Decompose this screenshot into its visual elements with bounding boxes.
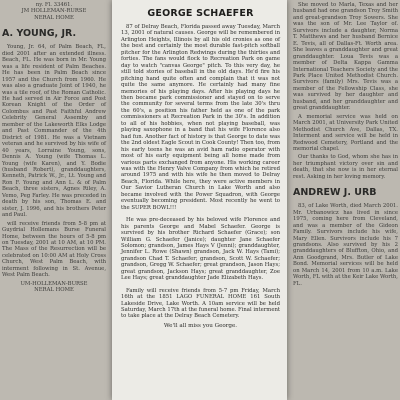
left-obituary-funeral: will receive friends from 5-8 pm at Guydrial Hollemans Burse Funeral Home, between the hours of 5-8 pm on Tuesday, 2001 at 10 AM, at 10 PM. The Mass of the Resurrection will be celebrated on 10:00 AM at Holy Cross Church, West Palm Beach, with interment following in St. Avenue, West Palm Beach. [2,220,106,279]
right-thanks-notice: Our thanks to God, whom she has in her triumphant victory over sin and death, that she now is in her eternal rest. Asking in her loving memory. [293,154,398,180]
left-footer-line-2: NERAL HOME [34,287,74,294]
obituary-heading: GEORGE SCHAEFER [147,8,254,19]
obituary-signoff: We'll all miss you George. [163,322,238,329]
right-memorial-notice: A memorial service was held on March 2001, at University Park United Methodist Church Ave, Dallas, TX. Interment and service will be held in Redwood Cemetery, Portland and the memorial chapel. [293,113,398,152]
right-obituary-heading: ANDREW J. URB [293,187,377,199]
center-obituary-column [112,0,287,400]
left-obituary-body: Young, Jr. 64, of Palm Beach, FL, died 2001 after an extended illness. Beach, FL. He was born in Mr. Young was a life resident of Palm Beaches. He has been in Palm Beach since 1957 and the Church from 1960. He was also a graduate Joint of 1940, he was a tile roof, of the Roman Catholic. He had served in Air Force and Post Korean Knight of the Order of Colombus and Past Faithful Andrew Celebrity General Assemby and member of the Lakeworth Elks Lodge and Past Commander of the 4th District of 1981. He was a Vietnam veteran and he survived by his wife of 40 years, Lorraine Young, sons, Dennis A. Young (wife Thomas L. Young (wife Karen), and Y. Bodie (husband Robert), granddaughters, Kenneth, Patrick W., Jr., Lt. Young and Ron F. Young and Ann L. & of Palm Beach, three sisters, Agnes Riley, A. Vemo, Peg Farley. He was preceded in death by his son, Thomas E. and sister, J. 1996, and his brothers Peter and Paul. [2,44,106,219]
left-obituary-heading: A. YOUNG, JR. [2,28,77,40]
right-obituary-body: 83, of Lake Worth, died March 2001. Mr. Urbanowicz has lived in since 1975, coming here from Cleveland, and was a member of the Gideon Family. Survivors include his wife, Mary Ellen. Survivors include his 7 grandsons. Also survived by his 2 granddaughters of Bluffton, Ohio, and Ann Goodgrand, Mrs. Butler of Lake Bond. Memorial services will be held on March 14, 2001 from 10 a.m. Lake Worth, FL with at the Keir Lake Worth, FL. [293,203,398,287]
left-top-line-3: NERAL HOME [34,14,74,21]
left-obituary-column [0,0,112,400]
obituary-paragraph-life: 87 of Delray Beach, Florida passed away Tuesday, March 13, 2001 of natural causes. George will be remembered in Arlington Heights, Illinois by all his old cronies as one of the best and certainly the most durable fast-pitch softball pitcher for the Arlington Redwings during the thirties and forties. The fans would flock to Recreation Park on game day to watch "canvas George" pitch. To this very day, he still told stories of baseball in the old days. He'd fire his pitching hand quite often and complain that it was not quite the same anymore. He certainly had many fine memories of his playing days. After his playing days he then became park commissioner and stayed on to serve the community for several terms from the late 30's thru the 60's, a position his father held as one of the park commissioners at Recreation Park in the 30's. In addition to all of his hobbies, when not playing baseball, was playing saxophone in a band that his wife Florence also had fun. Another fact of history is that George to date was the 2nd oldest Eagle Scout in Cook County! Then too, from his early teens he was an avid ham radio operator with most of his early equipment being all home made from various parts exchanged from anyone. His working career was with the Henry Valve Company from which he retired around 1975 and with his wife he then moved to Delray Beach, Florida. While here, they were active members in Our Savior Lutheran Church in Lake Worth and also became involved with the Power Squadron, with George eventually becoming president. Most recently he went to the SUPER BOWL!!! [121,24,280,211]
left-top-line-2: JM HOLLEMAN-RURSE [21,8,87,15]
right-obituary-column [287,0,400,400]
obituary-paragraph-services: Family will receive friends from 5-7 pm Friday, March 16th at the 1851 LAGO FUNERAL HOME 161 South Lakeside Drive, Lake Worth. A 10am service will be held Saturday, March 17th at the funeral home. Final interment to take place at the Delray Beach Cemetery. [121,287,280,320]
obituary-paragraph-survivors: He was pre-deceased by his beloved wife Florence and his parents George and Mabel Schaefer. George is survived by his brother Richard Schaefer (Grace); son William G. Schaefer (Janice); daughter Jane Schaefer Solomon; grandson, James Hays V (Jenni); granddaughter, Jennifer L. Rowe (Shawn) grandson, Jack W. Hays (Tami); grandson Chad T. Schaefer; grandson, Scott W. Schaefer; grandson, Gregg W. Schaefer; great grandson, Jason Hays; great grandson, Jackson Hays; great granddaughter, Zoe Lee Hays; great granddaughter Jade Elizabeth Hays. [121,217,280,282]
right-top-body: She moved to Marla, Texas and her husband had one grandson Troy Smith and great-grandson Troy Sowers. She was the son of Mr. Lee Taylor of. Survivors include a daughter, Norma T. Matthews and her husband Bernice E. Tevis, all of Dallas-Ft. Worth area. She leaves a granddaughter and great granddaughter. Loua Tevis was a member of Delta Kappa Gamma International Teachers Society and the Park Place United Methodist Church. Survivors (family) Mrs. Tevis was a member of the Fellowship Class, she was survived by her daughter and husband, and her granddaughter and great granddaughter. [293,2,398,112]
left-footer-line-1: UM-HOLLEMAN-BURSE [20,280,88,287]
left-top-line-1: ny. Fl. 33461. [35,2,73,8]
